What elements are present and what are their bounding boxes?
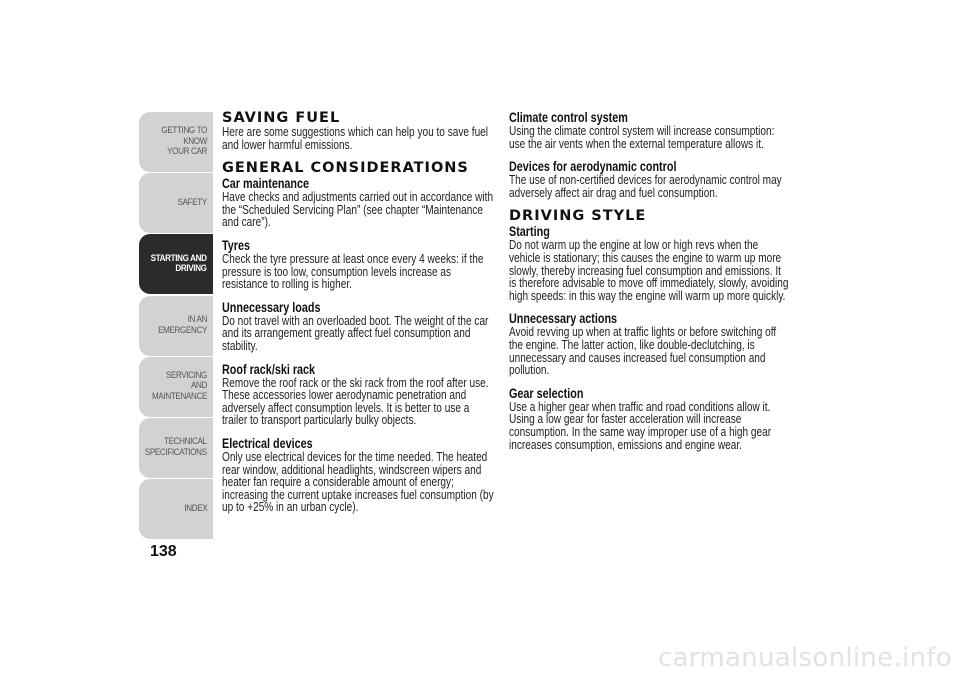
item-heading: Roof rack/ski rack [222, 361, 316, 377]
tab-label: STARTING AND DRIVING [151, 252, 207, 275]
tab-label: SAFETY [177, 196, 207, 208]
section-title-general-considerations: GENERAL CONSIDERATIONS [222, 160, 469, 177]
item-text: Remove the roof rack or the ski rack from the roof after use. These accessories lower aerodynamic penetration and adversely affect consumption levels. It is better to use a trailer to transport particularly bulky objects. [222, 375, 489, 428]
item-climate-control [509, 110, 789, 150]
item-text: Use a higher gear when traffic and road conditions allow it. Using a low gear for faster acceleration will increase consumption. In the same way improper use of a high gear increases consumption, emissions and engine wear. [509, 399, 772, 452]
tab-in-an-emergency[interactable] [139, 296, 213, 356]
item-text: Only use electrical devices for the time needed. The heated rear window, additional headlights, windscreen wipers and heater fan require a considerable amount of energy; increasing the current uptake increases fuel consumption (by up to +25% in an urban cycle). [222, 449, 494, 515]
item-heading: Tyres [222, 237, 251, 253]
right-column [509, 110, 789, 460]
item-unnecessary-loads [222, 300, 497, 353]
tab-technical-specifications[interactable] [139, 418, 213, 478]
tab-label: SERVICING AND MAINTENANCE [152, 369, 207, 403]
tab-servicing-and-maintenance[interactable] [139, 357, 213, 417]
item-heading: Gear selection [509, 385, 584, 401]
item-car-maintenance [222, 176, 497, 229]
item-text: The use of non-certified devices for aerodynamic control may adversely affect air drag and fuel consumption. [509, 173, 782, 200]
left-column [222, 110, 497, 523]
watermark-text: carmanualsonline.info [657, 643, 952, 673]
item-electrical-devices [222, 436, 497, 514]
tab-starting-and-driving[interactable] [139, 234, 213, 294]
item-heading: Car maintenance [222, 176, 310, 192]
item-tyres [222, 238, 497, 291]
intro-text: Here are some suggestions which can help you to save fuel and lower harmful emissions. [222, 125, 489, 152]
item-text: Do not warm up the engine at low or high revs when the vehicle is stationary; this causes the engine to warm up more slowly, thereby increasing fuel consumption and emissions. It is therefore advisable to move off immediately, slowly, avoiding high speeds: in this way the engine will warm up more quickly. [509, 238, 789, 303]
item-text: Have checks and adjustments carried out in accordance with the “Scheduled Servicing Plan” (see chapter “Maintenance and care”). [222, 190, 494, 230]
item-heading: Climate control system [509, 110, 628, 125]
item-heading: Devices for aerodynamic control [509, 159, 677, 175]
item-gear-selection [509, 386, 789, 451]
item-roof-rack [222, 362, 497, 427]
item-heading: Unnecessary actions [509, 311, 618, 327]
item-text: Avoid revving up when at traffic lights or before switching off the engine. The latter action, like double-declutching, is unnecessary and causes increased fuel consumption and pollution. [509, 325, 777, 378]
item-text: Using the climate control system will increase consumption: use the air vents when the external temperature allows it. [509, 124, 775, 151]
section-title-driving-style: DRIVING STYLE [509, 208, 647, 225]
tab-index[interactable] [139, 479, 213, 539]
item-heading: Electrical devices [222, 435, 313, 451]
tab-label: TECHNICAL SPECIFICATIONS [145, 436, 207, 458]
item-text: Do not travel with an overloaded boot. The weight of the car and its arrangement greatly affect fuel consumption and stability. [222, 313, 489, 353]
item-text: Check the tyre pressure at least once every 4 weeks: if the pressure is too low, consumption levels increase as resistance to rolling is higher. [222, 251, 484, 292]
tab-safety[interactable] [139, 173, 213, 233]
section-title-saving-fuel: SAVING FUEL [222, 110, 341, 126]
tab-label: INDEX [184, 502, 207, 514]
item-unnecessary-actions [509, 311, 789, 376]
tab-label: IN AN EMERGENCY [158, 313, 207, 336]
item-starting [509, 224, 789, 302]
item-heading: Unnecessary loads [222, 299, 321, 315]
item-aerodynamic-devices [509, 159, 789, 199]
chapter-tabs [139, 112, 213, 540]
tab-label: GETTING TO KNOW YOUR CAR [161, 125, 207, 158]
item-heading: Starting [509, 224, 550, 240]
tab-getting-to-know-your-car[interactable] [139, 112, 213, 172]
page-number: 138 [150, 543, 177, 560]
